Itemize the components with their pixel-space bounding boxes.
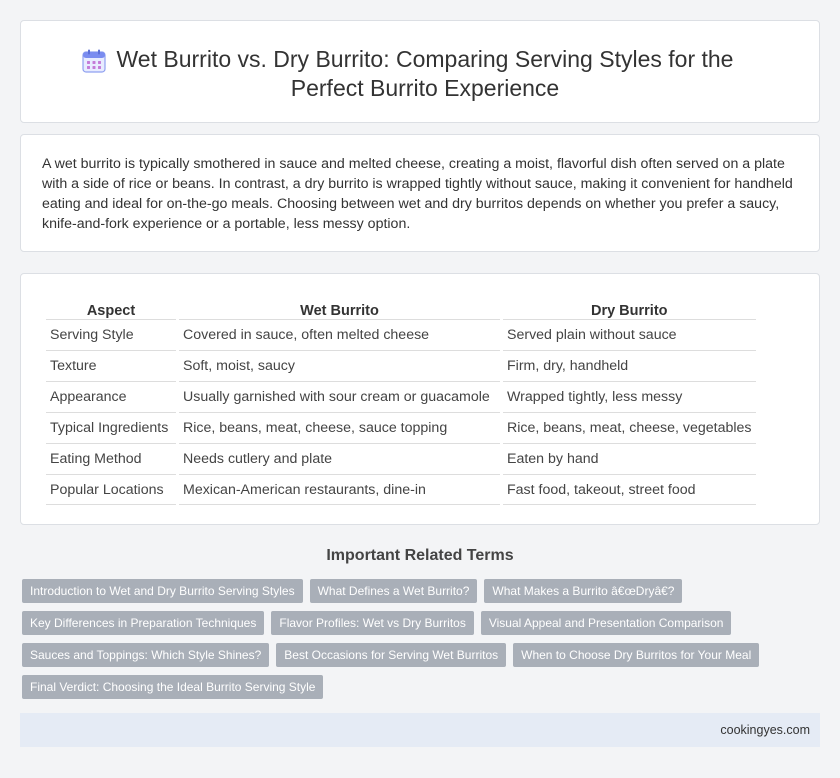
comparison-table (43, 296, 759, 505)
table-cell: Typical Ingredients (46, 412, 176, 443)
table-cell: Fast food, takeout, street food (503, 474, 756, 505)
table-row (46, 381, 756, 412)
table-cell: Eaten by hand (503, 443, 756, 474)
intro-paragraph: A wet burrito is typically smothered in sauce and melted cheese, creating a moist, flavorful dish often served on a plate with a side of rice or beans. In contrast, a dry burrito is wrapped tightly without sauce, making it convenient for handheld eating and ideal for on-the-go meals. Choosing between wet and dry burritos depends on whether you prefer a saucy, knife-and-fork experience or a portable, less messy option. (42, 156, 793, 232)
related-term-tag[interactable]: When to Choose Dry Burritos for Your Meal (513, 643, 759, 667)
related-term-tag[interactable]: What Defines a Wet Burrito? (310, 579, 478, 603)
table-cell: Eating Method (46, 443, 176, 474)
footer (20, 713, 820, 747)
table-cell: Appearance (46, 381, 176, 412)
table-cell: Served plain without sauce (503, 319, 756, 350)
table-row (46, 443, 756, 474)
table-row (46, 474, 756, 505)
page-title: Wet Burrito vs. Dry Burrito: Comparing Serving Styles for the Perfect Burrito Experience (116, 46, 734, 101)
tag-row (22, 579, 812, 603)
table-cell: Firm, dry, handheld (503, 350, 756, 381)
related-term-tag[interactable]: Final Verdict: Choosing the Ideal Burrito Serving Style (22, 675, 323, 699)
related-term-tag[interactable]: Introduction to Wet and Dry Burrito Serving Styles (22, 579, 303, 603)
table-cell: Usually garnished with sour cream or guacamole (179, 381, 500, 412)
table-row (46, 412, 756, 443)
related-term-tag[interactable]: What Makes a Burrito â€œDryâ€? (484, 579, 682, 603)
tag-row (22, 675, 812, 699)
header-aspect: Aspect (86, 303, 136, 319)
table-cell: Serving Style (46, 319, 176, 350)
related-terms-title: Important Related Terms (326, 547, 514, 564)
table-cell: Rice, beans, meat, cheese, sauce topping (179, 412, 500, 443)
tag-row (22, 643, 812, 667)
table-cell: Rice, beans, meat, cheese, vegetables (503, 412, 756, 443)
related-term-tag[interactable]: Flavor Profiles: Wet vs Dry Burritos (271, 611, 473, 635)
header-dry-burrito: Dry Burrito (590, 303, 668, 319)
table-cell: Needs cutlery and plate (179, 443, 500, 474)
table-cell: Wrapped tightly, less messy (503, 381, 756, 412)
comparison-table-card (20, 273, 820, 525)
table-cell: Covered in sauce, often melted cheese (179, 319, 500, 350)
table-cell: Popular Locations (46, 474, 176, 505)
related-terms-list (22, 579, 812, 707)
header-card (20, 20, 820, 123)
table-row (46, 350, 756, 381)
related-term-tag[interactable]: Key Differences in Preparation Techniques (22, 611, 264, 635)
footer-site-name[interactable]: cookingyes.com (720, 723, 810, 737)
table-cell: Mexican-American restaurants, dine-in (179, 474, 500, 505)
related-term-tag[interactable]: Best Occasions for Serving Wet Burritos (276, 643, 506, 667)
table-cell: Texture (46, 350, 176, 381)
table-row (46, 319, 756, 350)
related-term-tag[interactable]: Sauces and Toppings: Which Style Shines? (22, 643, 269, 667)
intro-card (20, 134, 820, 252)
tag-row (22, 611, 812, 635)
related-term-tag[interactable]: Visual Appeal and Presentation Comparison (481, 611, 732, 635)
table-cell: Soft, moist, saucy (179, 350, 500, 381)
header-wet-burrito: Wet Burrito (300, 303, 379, 319)
table-header-row (46, 296, 756, 319)
